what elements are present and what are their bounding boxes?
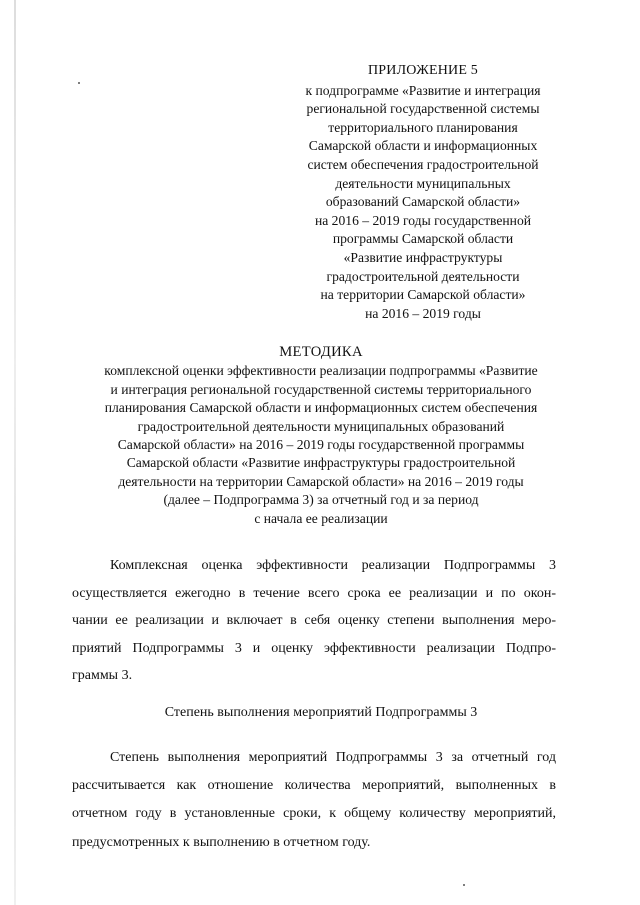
methodology-line: Самарской области» на 2016 – 2019 годы государственной программы: [117, 437, 525, 453]
appendix-line: систем обеспечения градостроительной: [307, 156, 539, 172]
paragraph-line: граммы 3.: [72, 668, 133, 684]
methodology-line: и интеграция региональной государственной системы территориального: [110, 381, 532, 397]
paragraph-line: чании ее реализации и включает в себя оценку степени выполнения меро-: [72, 613, 556, 629]
methodology-line: с начала ее реализации: [254, 510, 388, 526]
appendix-line: Самарской области и информационных: [308, 138, 538, 154]
scan-speck: [463, 884, 465, 886]
paragraph-line: предусмотренных к выполнению в отчетном году.: [72, 834, 371, 850]
paragraph-line: осуществляется ежегодно в течение всего срока ее реализации и по окон-: [72, 585, 556, 601]
paragraph-line: Степень выполнения мероприятий Подпрограммы 3 за отчетный год: [110, 750, 556, 765]
appendix-line: территориального планирования: [328, 119, 518, 135]
scan-speck: [78, 82, 80, 84]
methodology-line: планирования Самарской области и информационных систем обеспечения: [104, 400, 538, 416]
methodology-line: градостроительной деятельности муниципальных образований: [137, 418, 505, 434]
appendix-line: градостроительной деятельности: [326, 268, 520, 284]
paragraph-completion-degree: [72, 744, 556, 857]
appendix-title: ПРИЛОЖЕНИЕ 5: [367, 63, 479, 78]
appendix-block: [270, 62, 576, 323]
methodology-line: комплексной оценки эффективности реализации подпрограммы «Развитие: [104, 363, 538, 379]
appendix-line: образований Самарской области»: [325, 194, 521, 210]
methodology-title: МЕТОДИКА: [279, 344, 363, 360]
paragraph-line: приятий Подпрограммы 3 и оценку эффективности реализации Подпро-: [72, 640, 556, 656]
appendix-line: программы Самарской области: [332, 231, 514, 247]
section-heading: Степень выполнения мероприятий Подпрограммы 3: [164, 705, 478, 720]
scan-edge-shadow: [14, 0, 16, 905]
paragraph-evaluation-overview: [72, 552, 556, 690]
paragraph-line: отчетном году в установленные сроки, к общему количеству мероприятий,: [72, 806, 556, 822]
methodology-block: [60, 343, 582, 528]
appendix-line: на 2016 – 2019 годы государственной: [314, 212, 532, 228]
appendix-line: к подпрограмме «Развитие и интеграция: [305, 82, 541, 98]
appendix-line: региональной государственной системы: [306, 101, 540, 117]
appendix-line: на территории Самарской области»: [320, 287, 526, 303]
methodology-line: Самарской области «Развитие инфраструктуры градостроительной: [126, 455, 516, 471]
appendix-line: «Развитие инфраструктуры: [343, 249, 503, 265]
paragraph-line: рассчитывается как отношение количества мероприятий, выполненных в: [72, 778, 556, 794]
appendix-line: деятельности муниципальных: [335, 175, 511, 191]
paragraph-line: Комплексная оценка эффективности реализации Подпрограммы 3: [110, 558, 556, 573]
appendix-line: на 2016 – 2019 годы: [365, 305, 481, 321]
methodology-line: (далее – Подпрограмма 3) за отчетный год и за период: [163, 492, 479, 508]
methodology-line: деятельности на территории Самарской области» на 2016 – 2019 годы: [118, 473, 524, 489]
